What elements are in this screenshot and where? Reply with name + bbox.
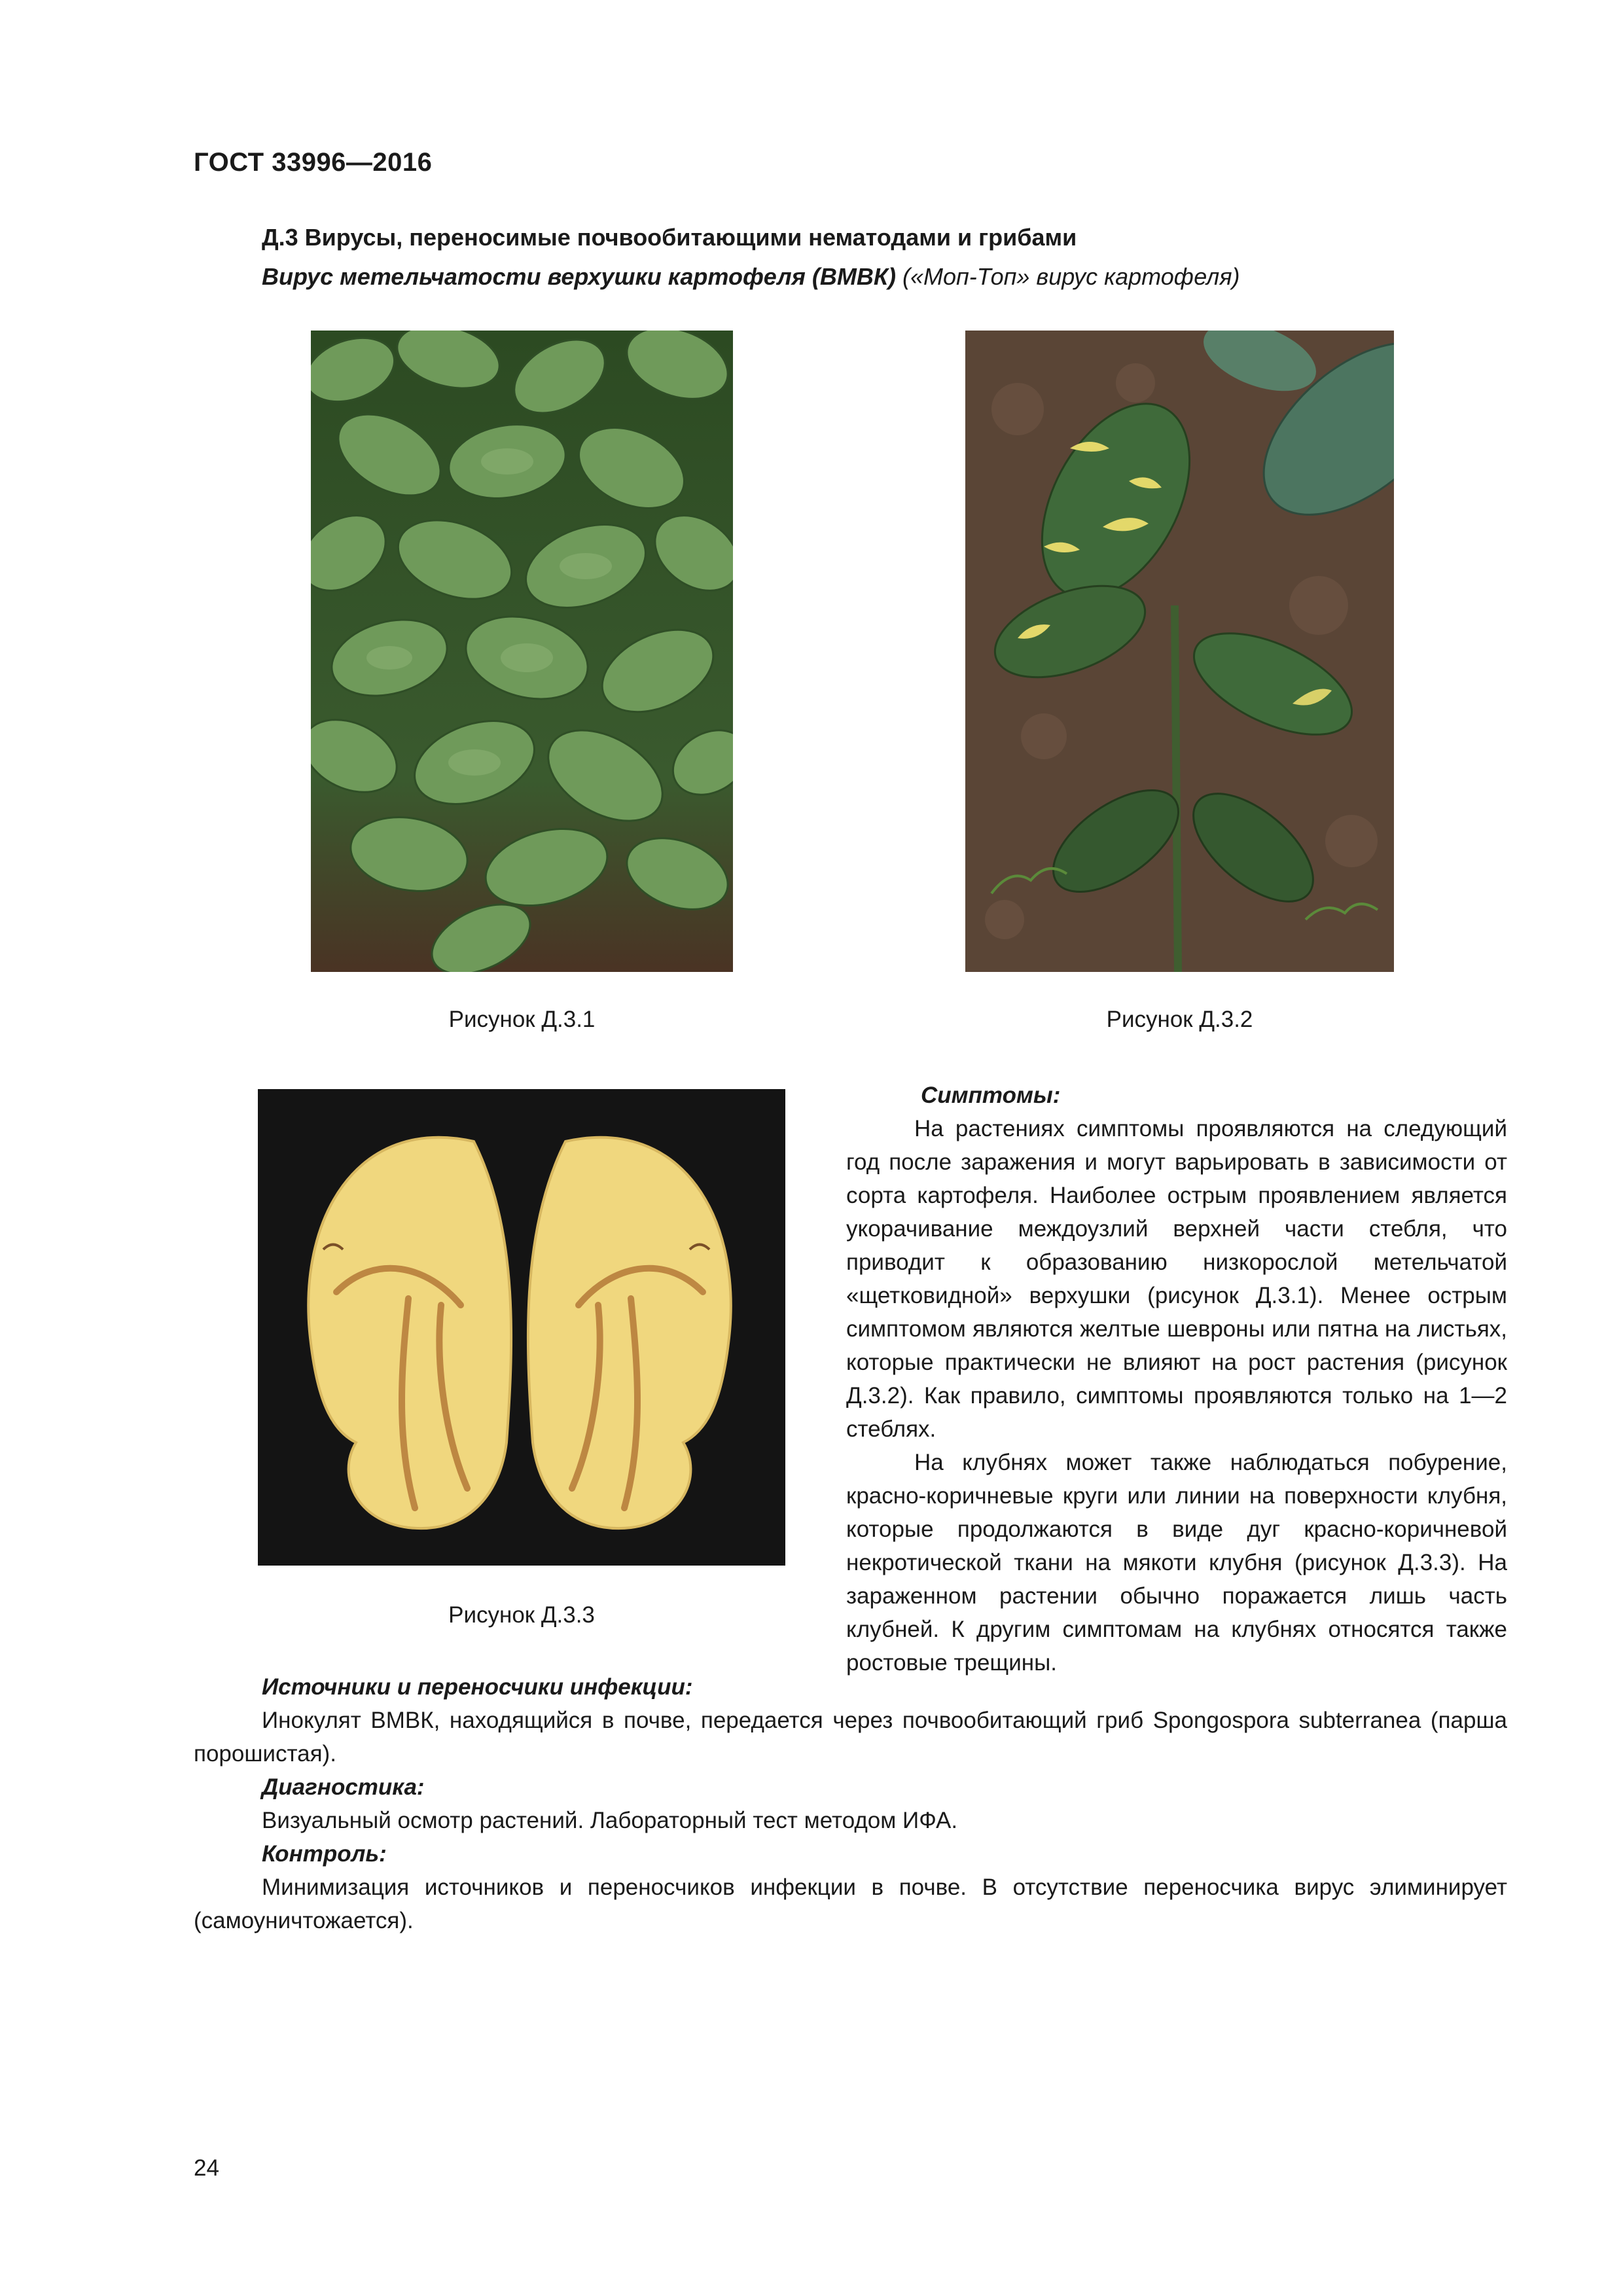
document-code: ГОСТ 33996—2016 (194, 148, 433, 177)
figure-d32-photo (965, 331, 1394, 972)
symptoms-paragraph-plants: На растениях симптомы проявляются на следующий год после заражения и могут варьировать в зависимости от сорта картофеля. Наиболее острым проявлением является укорачивание междоузлий верхней части стебля, что приводит к образованию низкорослой метельчатой «щетковидной» верхушки (рисунок Д.3.1). Менее острым симптомом являются желтые шевроны или пятна на листьях, которые практически не влияют на рост растения (рисунок Д.3.2). Как правило, симптомы проявляются только на 1—2 стеблях. (846, 1116, 1507, 1442)
lower-sections (194, 1670, 1507, 1937)
potato-plant-foliage-image (311, 331, 733, 972)
control-text: Минимизация источников и переносчиков инфекции в почве. В отсутствие переносчика вирус элиминирует (самоуничтожается). (194, 1874, 1507, 1933)
figure-d33-photo (258, 1089, 785, 1566)
virus-name: Вирус метельчатости верхушки картофеля (ВМВК) (262, 263, 896, 290)
cut-potato-tuber-image (258, 1089, 785, 1566)
figure-d33-caption: Рисунок Д.3.3 (448, 1602, 595, 1628)
control-title: Контроль: (262, 1841, 387, 1867)
virus-alt-name: («Моп-Топ» вирус картофеля) (895, 263, 1240, 290)
diagnostics-text: Визуальный осмотр растений. Лабораторный тест методом ИФА. (262, 1808, 958, 1833)
diagnostics-title: Диагностика: (262, 1774, 425, 1800)
section-subheading (262, 263, 1240, 291)
sources-text: Инокулят ВМВК, находящийся в почве, передается через почвообитающий гриб Spongospora subterranea (парша порошистая). (194, 1708, 1507, 1767)
figure-d31-caption: Рисунок Д.3.1 (448, 1007, 596, 1032)
symptoms-title: Симптомы: (921, 1083, 1061, 1108)
potato-leaf-yellow-chevrons-image (965, 331, 1394, 972)
sources-title: Источники и переносчики инфекции: (262, 1674, 693, 1700)
page-number: 24 (194, 2155, 219, 2181)
figure-d31-photo (311, 331, 733, 972)
section-heading: Д.3 Вирусы, переносимые почвообитающими нематодами и грибами (262, 224, 1077, 251)
figure-d32-caption: Рисунок Д.3.2 (1106, 1007, 1253, 1032)
symptoms-paragraph-tubers: На клубнях может также наблюдаться побурение, красно-коричневые круги или линии на поверхности клубня, которые продолжаются в виде дуг красно-коричневой некротической ткани на мякоти клубня (рисунок Д.3.3). На зараженном растении обычно поражается лишь часть клубней. К другим симптомам на клубнях относятся также ростовые трещины. (846, 1450, 1507, 1676)
symptoms-section (846, 1079, 1507, 1679)
